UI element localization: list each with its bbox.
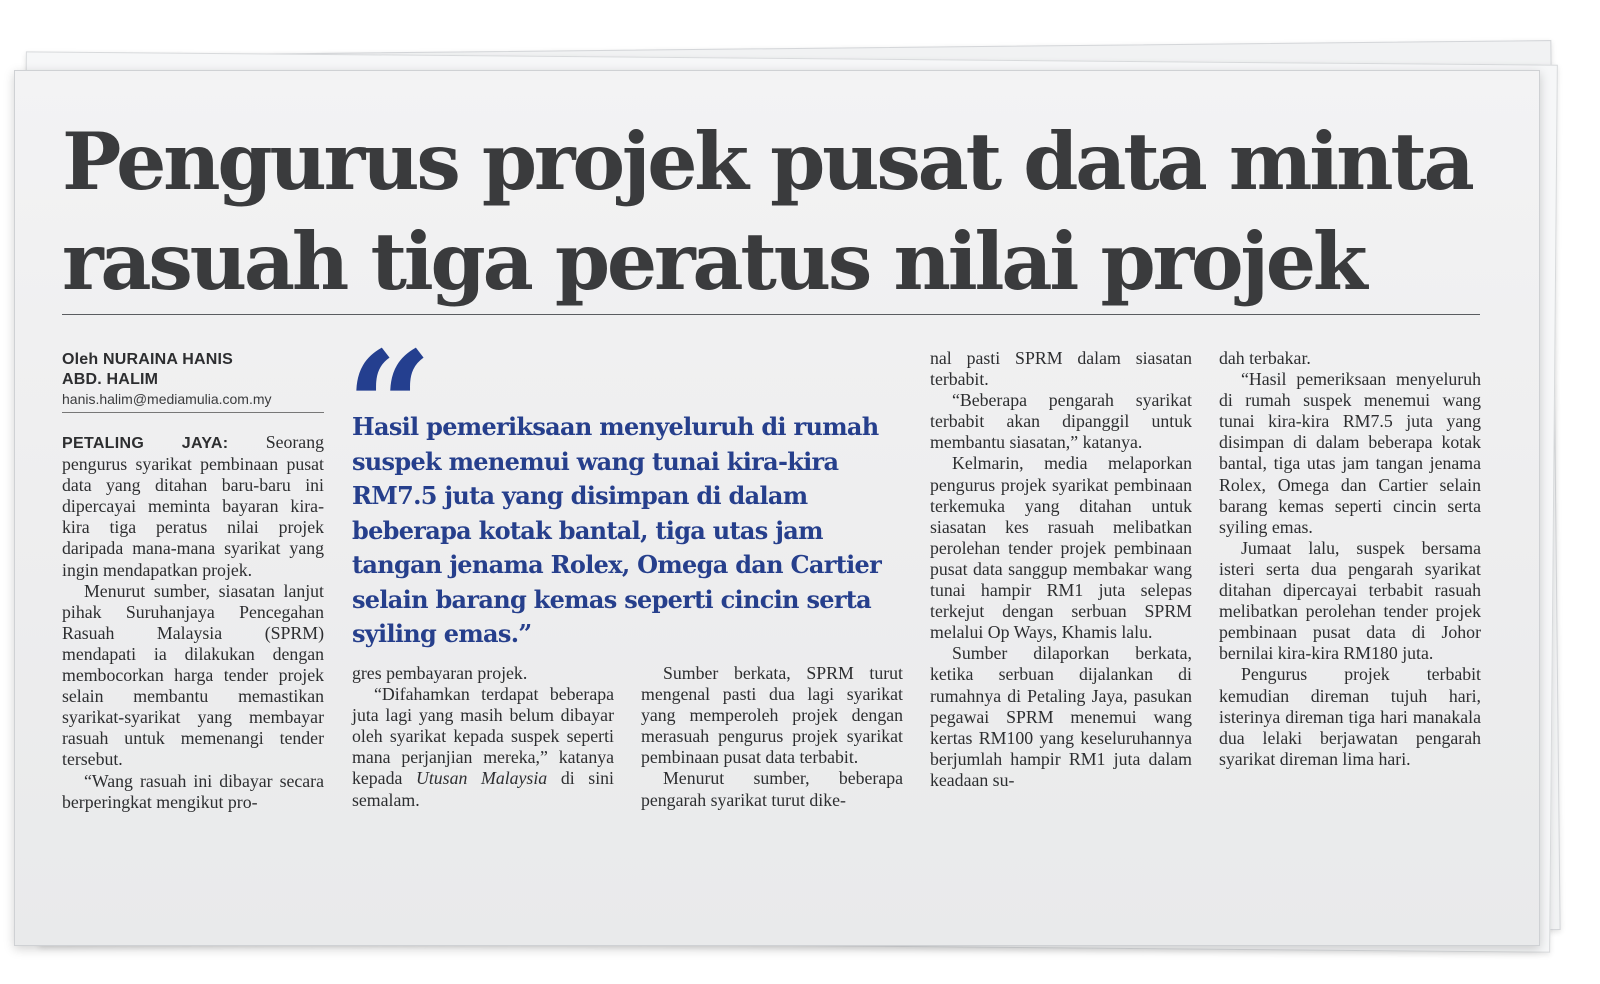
- article-paragraph: “Hasil pemeriksaan menyeluruh di rumah suspek menemui wang tunai kira-kira RM7.5 juta yang disimpan di dalam beberapa kotak bantal, tiga utas jam tangan jenama Rolex, Omega dan Cartier selain barang kemas seperti cincin serta syiling emas.: [1219, 369, 1481, 537]
- article-paragraph: Jumaat lalu, suspek bersama isteri serta dua pengarah syarikat ditahan dipercayai terbabit rasuah melibatkan perolehan tender projek pembinaan pusat data di Johor bernilai kira-kira RM180 juta.: [1219, 537, 1481, 664]
- article-paragraph: [352, 684, 614, 811]
- paragraph-text: Seorang pengurus syarikat pembinaan pusat data yang ditahan baru-baru ini dipercayai meminta bayaran kira-kira tiga peratus nilai projek daripada mana-mana syarikat yang ingin mendapatkan projek.: [62, 432, 324, 580]
- article-paragraph: nal pasti SPRM dalam siasatan terbabit.: [930, 348, 1192, 390]
- byline-author-line2: ABD. HALIM: [62, 371, 159, 388]
- article-paragraph: “Wang rasuah ini dibayar secara berperingkat mengikut pro-: [62, 770, 324, 812]
- publication-name: Utusan Malaysia: [416, 768, 548, 789]
- article-paragraph: Sumber dilaporkan berkata, ketika serbuan dijalankan di rumahnya di Petaling Jaya, pasukan pegawai SPRM menemui wang kertas RM100 yang keseluruhannya berjumlah hampir RM1 juta dalam keadaan su-: [930, 643, 1192, 790]
- pull-quote: Hasil pemeriksaan menyeluruh di rumah suspek menemui wang tunai kira-kira RM7.5 juta yang disimpan di dalam beberapa kotak bantal, tiga utas jam tangan jenama Rolex, Omega dan Cartier selain barang kemas seperti cincin serta syiling emas.”: [352, 412, 882, 648]
- article-column-1: [62, 432, 324, 813]
- byline: [62, 350, 324, 408]
- article-paragraph: Menurut sumber, siasatan lanjut pihak Suruhanjaya Pencegahan Rasuah Malaysia (SPRM) mendapati ia dilakukan dengan membocorkan harga tender projek selain membantu memastikan syarikat-syarikat yang membayar rasuah untuk memenangi tender tersebut.: [62, 580, 324, 770]
- article-column-4: [930, 348, 1192, 791]
- article-paragraph: Pengurus projek terbabit kemudian direman tujuh hari, isterinya direman tiga hari manakala dua lelaki berjawatan pengarah syarikat direman lima hari.: [1219, 664, 1481, 769]
- article-paragraph: Kelmarin, media melaporkan pengurus projek syarikat pembinaan terkemuka yang ditahan untuk siasatan kes rasuah melibatkan perolehan tender projek pembinaan pusat data sanggup membakar wang tunai hampir RM1 juta selepas terkejut dengan serbuan SPRM melalui Op Ways, Khamis lalu.: [930, 453, 1192, 643]
- byline-email: hanis.halim@mediamulia.com.my: [62, 391, 272, 407]
- article-column-5: [1219, 348, 1481, 770]
- dateline: PETALING JAYA:: [62, 435, 229, 452]
- article-paragraph: dah terbakar.: [1219, 348, 1311, 368]
- article-paragraph: “Beberapa pengarah syarikat terbabit akan dipanggil untuk membantu siasatan,” katanya.: [930, 390, 1192, 453]
- headline: Pengurus projek pusat data minta rasuah tiga peratus nilai projek: [62, 115, 1472, 308]
- byline-author-line1: Oleh NURAINA HANIS: [62, 351, 234, 368]
- quote-mark-icon: “: [346, 319, 425, 495]
- paragraph-text: “Difahamkan terdapat beberapa juta lagi yang masih belum dibayar oleh syarikat kepada suspek seperti mana perjanjian mereka,” katanya kepada: [352, 684, 614, 789]
- article-column-2: [352, 663, 614, 811]
- paragraph-text: di sini semalam.: [352, 768, 614, 810]
- byline-divider: [62, 412, 324, 413]
- headline-divider: [62, 314, 1480, 315]
- article-column-3: [641, 663, 903, 811]
- article-paragraph: Sumber berkata, SPRM turut mengenal pasti dua lagi syarikat yang memperoleh projek dengan merasuah pengurus projek syarikat pembinaan pusat data terbabit.: [641, 663, 903, 768]
- article-paragraph: [62, 432, 324, 581]
- article-paragraph: gres pembayaran projek.: [352, 663, 528, 683]
- article-paragraph: Menurut sumber, beberapa pengarah syarikat turut dike-: [641, 768, 903, 810]
